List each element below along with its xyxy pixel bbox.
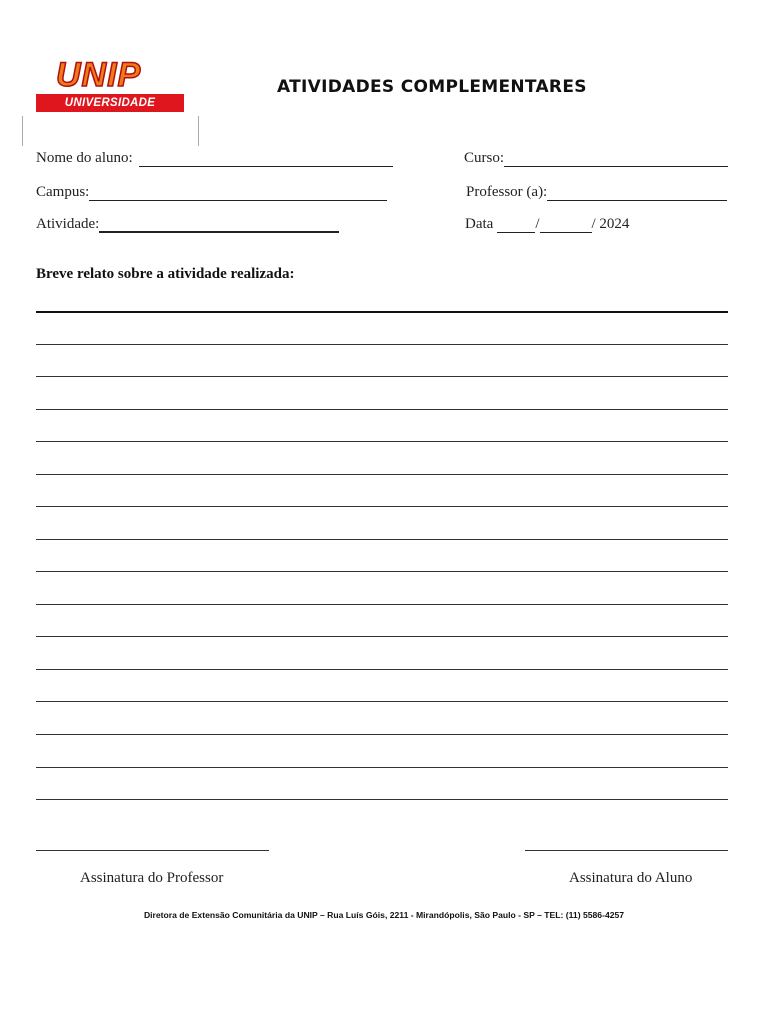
aluno-label: Nome do aluno:	[36, 150, 133, 166]
campus-field[interactable]	[36, 184, 387, 201]
atividade-blank[interactable]	[99, 217, 339, 233]
data-day-blank[interactable]	[497, 218, 535, 233]
data-field[interactable]	[465, 216, 629, 233]
relato-line[interactable]	[36, 604, 728, 605]
curso-blank[interactable]	[504, 152, 728, 167]
relato-line[interactable]	[36, 474, 728, 475]
relato-line[interactable]	[36, 344, 728, 345]
campus-label: Campus:	[36, 184, 90, 200]
aluno-blank[interactable]	[139, 152, 393, 167]
relato-line[interactable]	[36, 539, 728, 540]
margin-mark-left	[22, 116, 23, 146]
logo-band: UNIVERSIDADE PAULISTA	[36, 94, 184, 112]
relato-line[interactable]	[36, 767, 728, 768]
relato-heading: Breve relato sobre a atividade realizada:	[36, 266, 295, 282]
data-label: Data	[465, 216, 494, 232]
footer-address: Diretora de Extensão Comunitária da UNIP – Rua Luís Góis, 2211 - Mirandópolis, São Paulo - SP – TEL: (11) 5586-4257	[143, 910, 625, 920]
professor-label: Professor (a):	[466, 184, 548, 200]
relato-line[interactable]	[36, 409, 728, 410]
relato-line[interactable]	[36, 441, 728, 442]
margin-mark-right	[198, 116, 199, 146]
relato-line[interactable]	[36, 734, 728, 735]
relato-line[interactable]	[36, 571, 728, 572]
relato-line[interactable]	[36, 506, 728, 507]
curso-field[interactable]	[464, 150, 728, 167]
curso-label: Curso:	[464, 150, 505, 166]
aluno-signature-line[interactable]	[525, 850, 728, 851]
page-title: ATIVIDADES COMPLEMENTARES	[277, 77, 587, 97]
professor-signature-label: Assinatura do Professor	[80, 870, 224, 886]
unip-logo	[36, 56, 184, 127]
professor-signature-line[interactable]	[36, 850, 269, 851]
relato-line[interactable]	[36, 376, 728, 377]
relato-line[interactable]	[36, 636, 728, 637]
relato-line[interactable]	[36, 799, 728, 800]
professor-field[interactable]	[466, 184, 727, 201]
campus-blank[interactable]	[89, 186, 387, 201]
relato-line[interactable]	[36, 701, 728, 702]
aluno-field[interactable]	[36, 150, 393, 167]
atividade-label: Atividade:	[36, 216, 100, 232]
data-month-blank[interactable]	[540, 218, 592, 233]
logo-word: UNIP	[56, 56, 142, 94]
aluno-signature-label: Assinatura do Aluno	[569, 870, 693, 886]
data-separator: /	[535, 216, 540, 232]
data-year: / 2024	[591, 216, 630, 232]
relato-line[interactable]	[36, 669, 728, 670]
professor-blank[interactable]	[547, 186, 727, 201]
relato-line[interactable]	[36, 311, 728, 313]
atividade-field[interactable]	[36, 216, 339, 233]
